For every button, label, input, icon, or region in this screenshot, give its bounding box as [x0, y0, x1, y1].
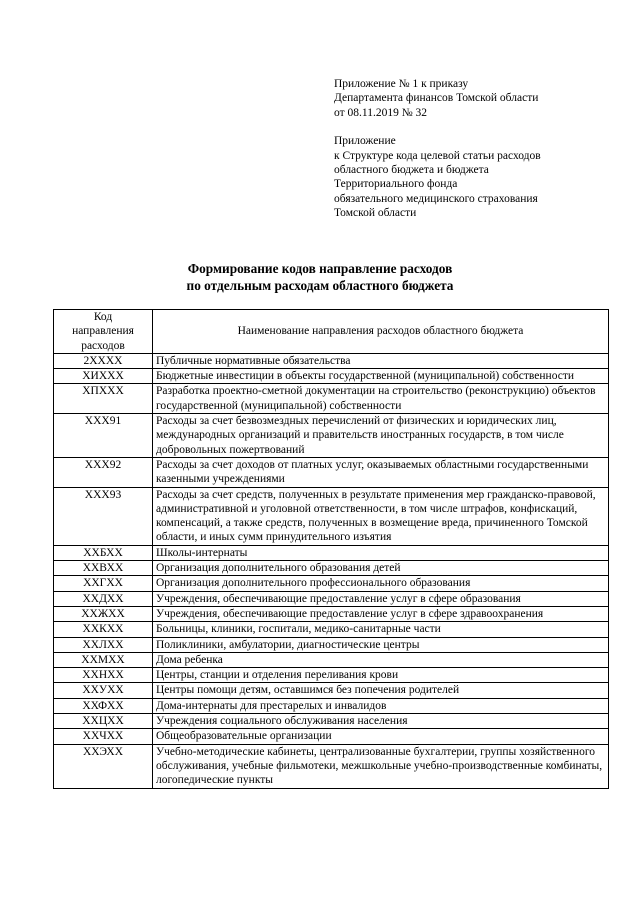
row-name: Разработка проектно-сметной документации на строительство (реконструкцию) объектов государственной (муниципальной) собственности — [153, 384, 609, 414]
table-row — [54, 729, 609, 744]
table-header-row — [54, 310, 609, 354]
table-row — [54, 591, 609, 606]
row-code: ХХЖХХ — [54, 606, 153, 621]
row-code: ХХЦХХ — [54, 714, 153, 729]
appendix-line: Приложение — [334, 135, 396, 148]
row-code: ХХКХХ — [54, 622, 153, 637]
row-name: Расходы за счет доходов от платных услуг, оказываемых областными государственными казенными учреждениями — [153, 457, 609, 487]
row-name: Учреждения, обеспечивающие предоставление услуг в сфере образования — [153, 591, 609, 606]
table-row — [54, 637, 609, 652]
table-row — [54, 744, 609, 788]
row-name: Расходы за счет средств, полученных в результате применения мер гражданско-правовой, административной и уголовной ответственности, в том числе штрафов, конфискаций, компенсаций, а также средств, полученных в возмещение вреда, причиненного Томской области, и иных сумм принудительного изъятия — [153, 487, 609, 545]
table-row — [54, 683, 609, 698]
row-name: Школы-интернаты — [153, 545, 609, 560]
appendix-line: обязательного медицинского страхования — [334, 192, 538, 205]
appendix-line: Территориального фонда — [334, 178, 458, 191]
row-name: Организация дополнительного образования детей — [153, 561, 609, 576]
row-code: ХХФХХ — [54, 698, 153, 713]
row-code: ХХЛХХ — [54, 637, 153, 652]
row-code: ХХВХХ — [54, 561, 153, 576]
row-name: Учреждения социального обслуживания населения — [153, 714, 609, 729]
appendix-line: Томской области — [334, 207, 417, 220]
appendix-line: областного бюджета и бюджета — [334, 164, 489, 177]
table-row — [54, 384, 609, 414]
row-name: Учреждения, обеспечивающие предоставление услуг в сфере здравоохранения — [153, 606, 609, 621]
row-name: Дома-интернаты для престарелых и инвалидов — [153, 698, 609, 713]
row-name: Центры помощи детям, оставшимся без попечения родителей — [153, 683, 609, 698]
table-row — [54, 457, 609, 487]
table-row — [54, 698, 609, 713]
table-row — [54, 622, 609, 637]
title-line-2: по отдельным расходам областного бюджета — [186, 278, 454, 293]
table-row — [54, 561, 609, 576]
row-code: 2ХХХХ — [54, 353, 153, 368]
title-line-1: Формирование кодов направление расходов — [187, 261, 453, 276]
row-name: Расходы за счет безвозмездных перечислений от физических и юридических лиц, международных организаций и правительств иностранных государств, в том числе добровольных пожертвований — [153, 414, 609, 458]
attachment-line: от 08.11.2019 № 32 — [334, 106, 428, 119]
row-name: Больницы, клиники, госпитали, медико-санитарные части — [153, 622, 609, 637]
row-code: ХХДХХ — [54, 591, 153, 606]
row-name: Поликлиники, амбулатории, диагностические центры — [153, 637, 609, 652]
row-name: Центры, станции и отделения переливания крови — [153, 668, 609, 683]
row-name: Дома ребенка — [153, 652, 609, 667]
expense-codes-table — [53, 309, 609, 789]
document-header — [334, 77, 624, 221]
header-code: Код направления расходов — [54, 310, 153, 354]
row-code: ХХХ91 — [54, 414, 153, 458]
appendix-line: к Структуре кода целевой статьи расходов — [334, 149, 541, 162]
table-row — [54, 545, 609, 560]
row-code: ХХНХХ — [54, 668, 153, 683]
attachment-line: Приложение № 1 к приказу — [334, 78, 469, 90]
header-name: Наименование направления расходов областного бюджета — [153, 310, 609, 354]
row-code: ХХЧХХ — [54, 729, 153, 744]
table-row — [54, 576, 609, 591]
row-code: ХХМХХ — [54, 652, 153, 667]
table-row — [54, 353, 609, 368]
row-name: Общеобразовательные организации — [153, 729, 609, 744]
table-row — [54, 652, 609, 667]
table-row — [54, 668, 609, 683]
table-row — [54, 414, 609, 458]
table-row — [54, 606, 609, 621]
row-code: ХХБХХ — [54, 545, 153, 560]
row-code: ХХГХХ — [54, 576, 153, 591]
row-code: ХХУХХ — [54, 683, 153, 698]
row-code: ХХХ92 — [54, 457, 153, 487]
row-code: ХПХХХ — [54, 384, 153, 414]
row-name: Учебно-методические кабинеты, централизованные бухгалтерии, группы хозяйственного обслуживания, учебные фильмотеки, межшкольные учебно-производственные комбинаты, логопедические пункты — [153, 744, 609, 788]
page-title — [0, 260, 640, 294]
row-code: ХИХХХ — [54, 369, 153, 384]
row-name: Публичные нормативные обязательства — [153, 353, 609, 368]
table-row — [54, 369, 609, 384]
table-row — [54, 714, 609, 729]
attachment-line: Департамента финансов Томской области — [334, 92, 539, 105]
row-code: ХХЭХХ — [54, 744, 153, 788]
row-name: Бюджетные инвестиции в объекты государственной (муниципальной) собственности — [153, 369, 609, 384]
table-row — [54, 487, 609, 545]
row-name: Организация дополнительного профессионального образования — [153, 576, 609, 591]
row-code: ХХХ93 — [54, 487, 153, 545]
